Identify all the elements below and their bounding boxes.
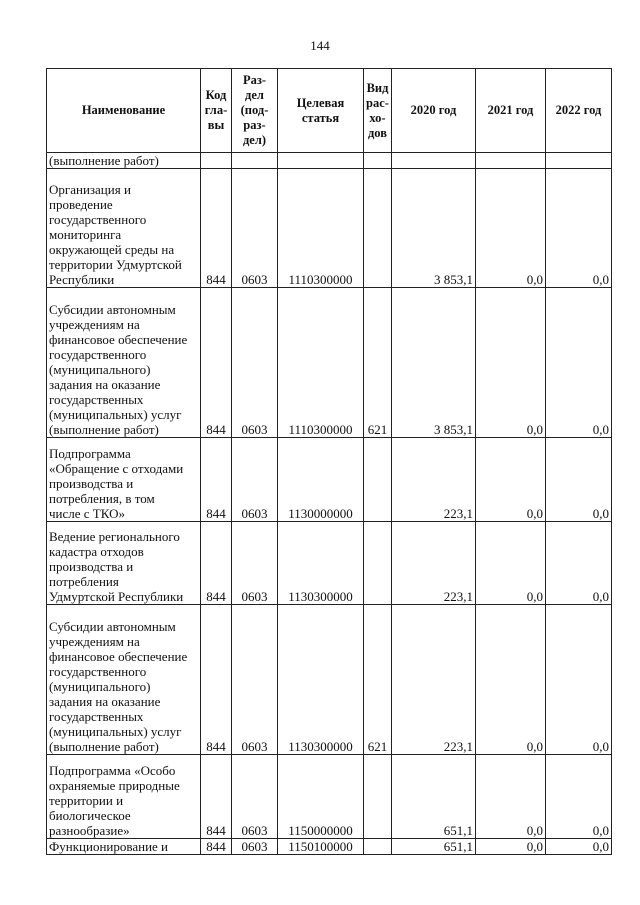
table-row xyxy=(47,839,612,855)
row-expense-type-cell xyxy=(364,755,392,839)
row-2020-cell: 3 853,1 xyxy=(392,288,476,438)
row-code-cell: 844 xyxy=(201,755,232,839)
table-row xyxy=(47,438,612,522)
row-section-cell xyxy=(232,153,278,169)
table-row xyxy=(47,153,612,169)
row-2020-cell: 223,1 xyxy=(392,605,476,755)
row-code-cell: 844 xyxy=(201,288,232,438)
row-expense-type-cell xyxy=(364,839,392,855)
row-name-cell: Подпрограмма «Обращение с отходами производства и потребления, в том числе с ТКО» xyxy=(47,438,201,522)
table-row xyxy=(47,755,612,839)
row-code-cell xyxy=(201,153,232,169)
row-code-cell: 844 xyxy=(201,839,232,855)
row-name-cell: Организация и проведение государственного мониторинга окружающей среды на территории Удмуртской Республики xyxy=(47,169,201,288)
row-2020-cell xyxy=(392,153,476,169)
header-2022: 2022 год xyxy=(546,69,612,153)
row-2022-cell: 0,0 xyxy=(546,169,612,288)
row-expense-type-cell xyxy=(364,438,392,522)
row-2022-cell: 0,0 xyxy=(546,288,612,438)
row-expense-type-cell: 621 xyxy=(364,605,392,755)
row-code-cell: 844 xyxy=(201,169,232,288)
row-name-cell: Субсидии автономным учреждениям на финансовое обеспечение государственного (муниципального) задания на оказание государственных (муниципальных) услуг (выполнение работ) xyxy=(47,605,201,755)
row-target-cell: 1130300000 xyxy=(278,522,364,605)
row-2022-cell: 0,0 xyxy=(546,605,612,755)
row-2020-cell: 3 853,1 xyxy=(392,169,476,288)
row-target-cell: 1110300000 xyxy=(278,288,364,438)
header-target: Целевая статья xyxy=(278,69,364,153)
page-number: 144 xyxy=(310,38,330,53)
row-expense-type-cell xyxy=(364,522,392,605)
row-2021-cell: 0,0 xyxy=(476,522,546,605)
row-2021-cell: 0,0 xyxy=(476,839,546,855)
row-expense-type-cell xyxy=(364,169,392,288)
row-code-cell: 844 xyxy=(201,522,232,605)
row-section-cell: 0603 xyxy=(232,755,278,839)
row-name-cell: Ведение регионального кадастра отходов производства и потребления Удмуртской Республики xyxy=(47,522,201,605)
row-2020-cell: 651,1 xyxy=(392,755,476,839)
row-section-cell: 0603 xyxy=(232,605,278,755)
header-name: Наименование xyxy=(47,69,201,153)
row-target-cell: 1130300000 xyxy=(278,605,364,755)
row-expense-type-cell: 621 xyxy=(364,288,392,438)
row-section-cell: 0603 xyxy=(232,288,278,438)
row-2022-cell xyxy=(546,153,612,169)
header-section: Раз- дел (под- раз- дел) xyxy=(232,69,278,153)
row-name-cell: Функционирование и xyxy=(47,839,201,855)
row-2020-cell: 651,1 xyxy=(392,839,476,855)
row-2021-cell: 0,0 xyxy=(476,605,546,755)
header-2021: 2021 год xyxy=(476,69,546,153)
row-2021-cell: 0,0 xyxy=(476,288,546,438)
row-target-cell: 1150100000 xyxy=(278,839,364,855)
row-section-cell: 0603 xyxy=(232,839,278,855)
table-row xyxy=(47,605,612,755)
row-expense-type-cell xyxy=(364,153,392,169)
row-target-cell: 1150000000 xyxy=(278,755,364,839)
row-target-cell xyxy=(278,153,364,169)
row-2022-cell: 0,0 xyxy=(546,755,612,839)
header-code: Код гла- вы xyxy=(201,69,232,153)
row-code-cell: 844 xyxy=(201,605,232,755)
row-name-cell: Субсидии автономным учреждениям на финансовое обеспечение государственного (муниципального) задания на оказание государственных (муниципальных) услуг (выполнение работ) xyxy=(47,288,201,438)
row-section-cell: 0603 xyxy=(232,438,278,522)
row-name-cell: Подпрограмма «Особо охраняемые природные территории и биологическое разнообразие» xyxy=(47,755,201,839)
row-target-cell: 1130000000 xyxy=(278,438,364,522)
table-body xyxy=(47,153,612,855)
row-2021-cell: 0,0 xyxy=(476,169,546,288)
table-header-row xyxy=(47,69,612,153)
row-2021-cell xyxy=(476,153,546,169)
row-2021-cell: 0,0 xyxy=(476,438,546,522)
row-2020-cell: 223,1 xyxy=(392,522,476,605)
row-2022-cell: 0,0 xyxy=(546,522,612,605)
row-2021-cell: 0,0 xyxy=(476,755,546,839)
table-row xyxy=(47,288,612,438)
row-2022-cell: 0,0 xyxy=(546,839,612,855)
row-code-cell: 844 xyxy=(201,438,232,522)
row-target-cell: 1110300000 xyxy=(278,169,364,288)
row-name-cell: (выполнение работ) xyxy=(47,153,201,169)
row-2020-cell: 223,1 xyxy=(392,438,476,522)
row-2022-cell: 0,0 xyxy=(546,438,612,522)
row-section-cell: 0603 xyxy=(232,169,278,288)
table-row xyxy=(47,522,612,605)
header-expense-type: Вид рас- хо- дов xyxy=(364,69,392,153)
header-2020: 2020 год xyxy=(392,69,476,153)
budget-table xyxy=(46,68,612,855)
row-section-cell: 0603 xyxy=(232,522,278,605)
table-row xyxy=(47,169,612,288)
